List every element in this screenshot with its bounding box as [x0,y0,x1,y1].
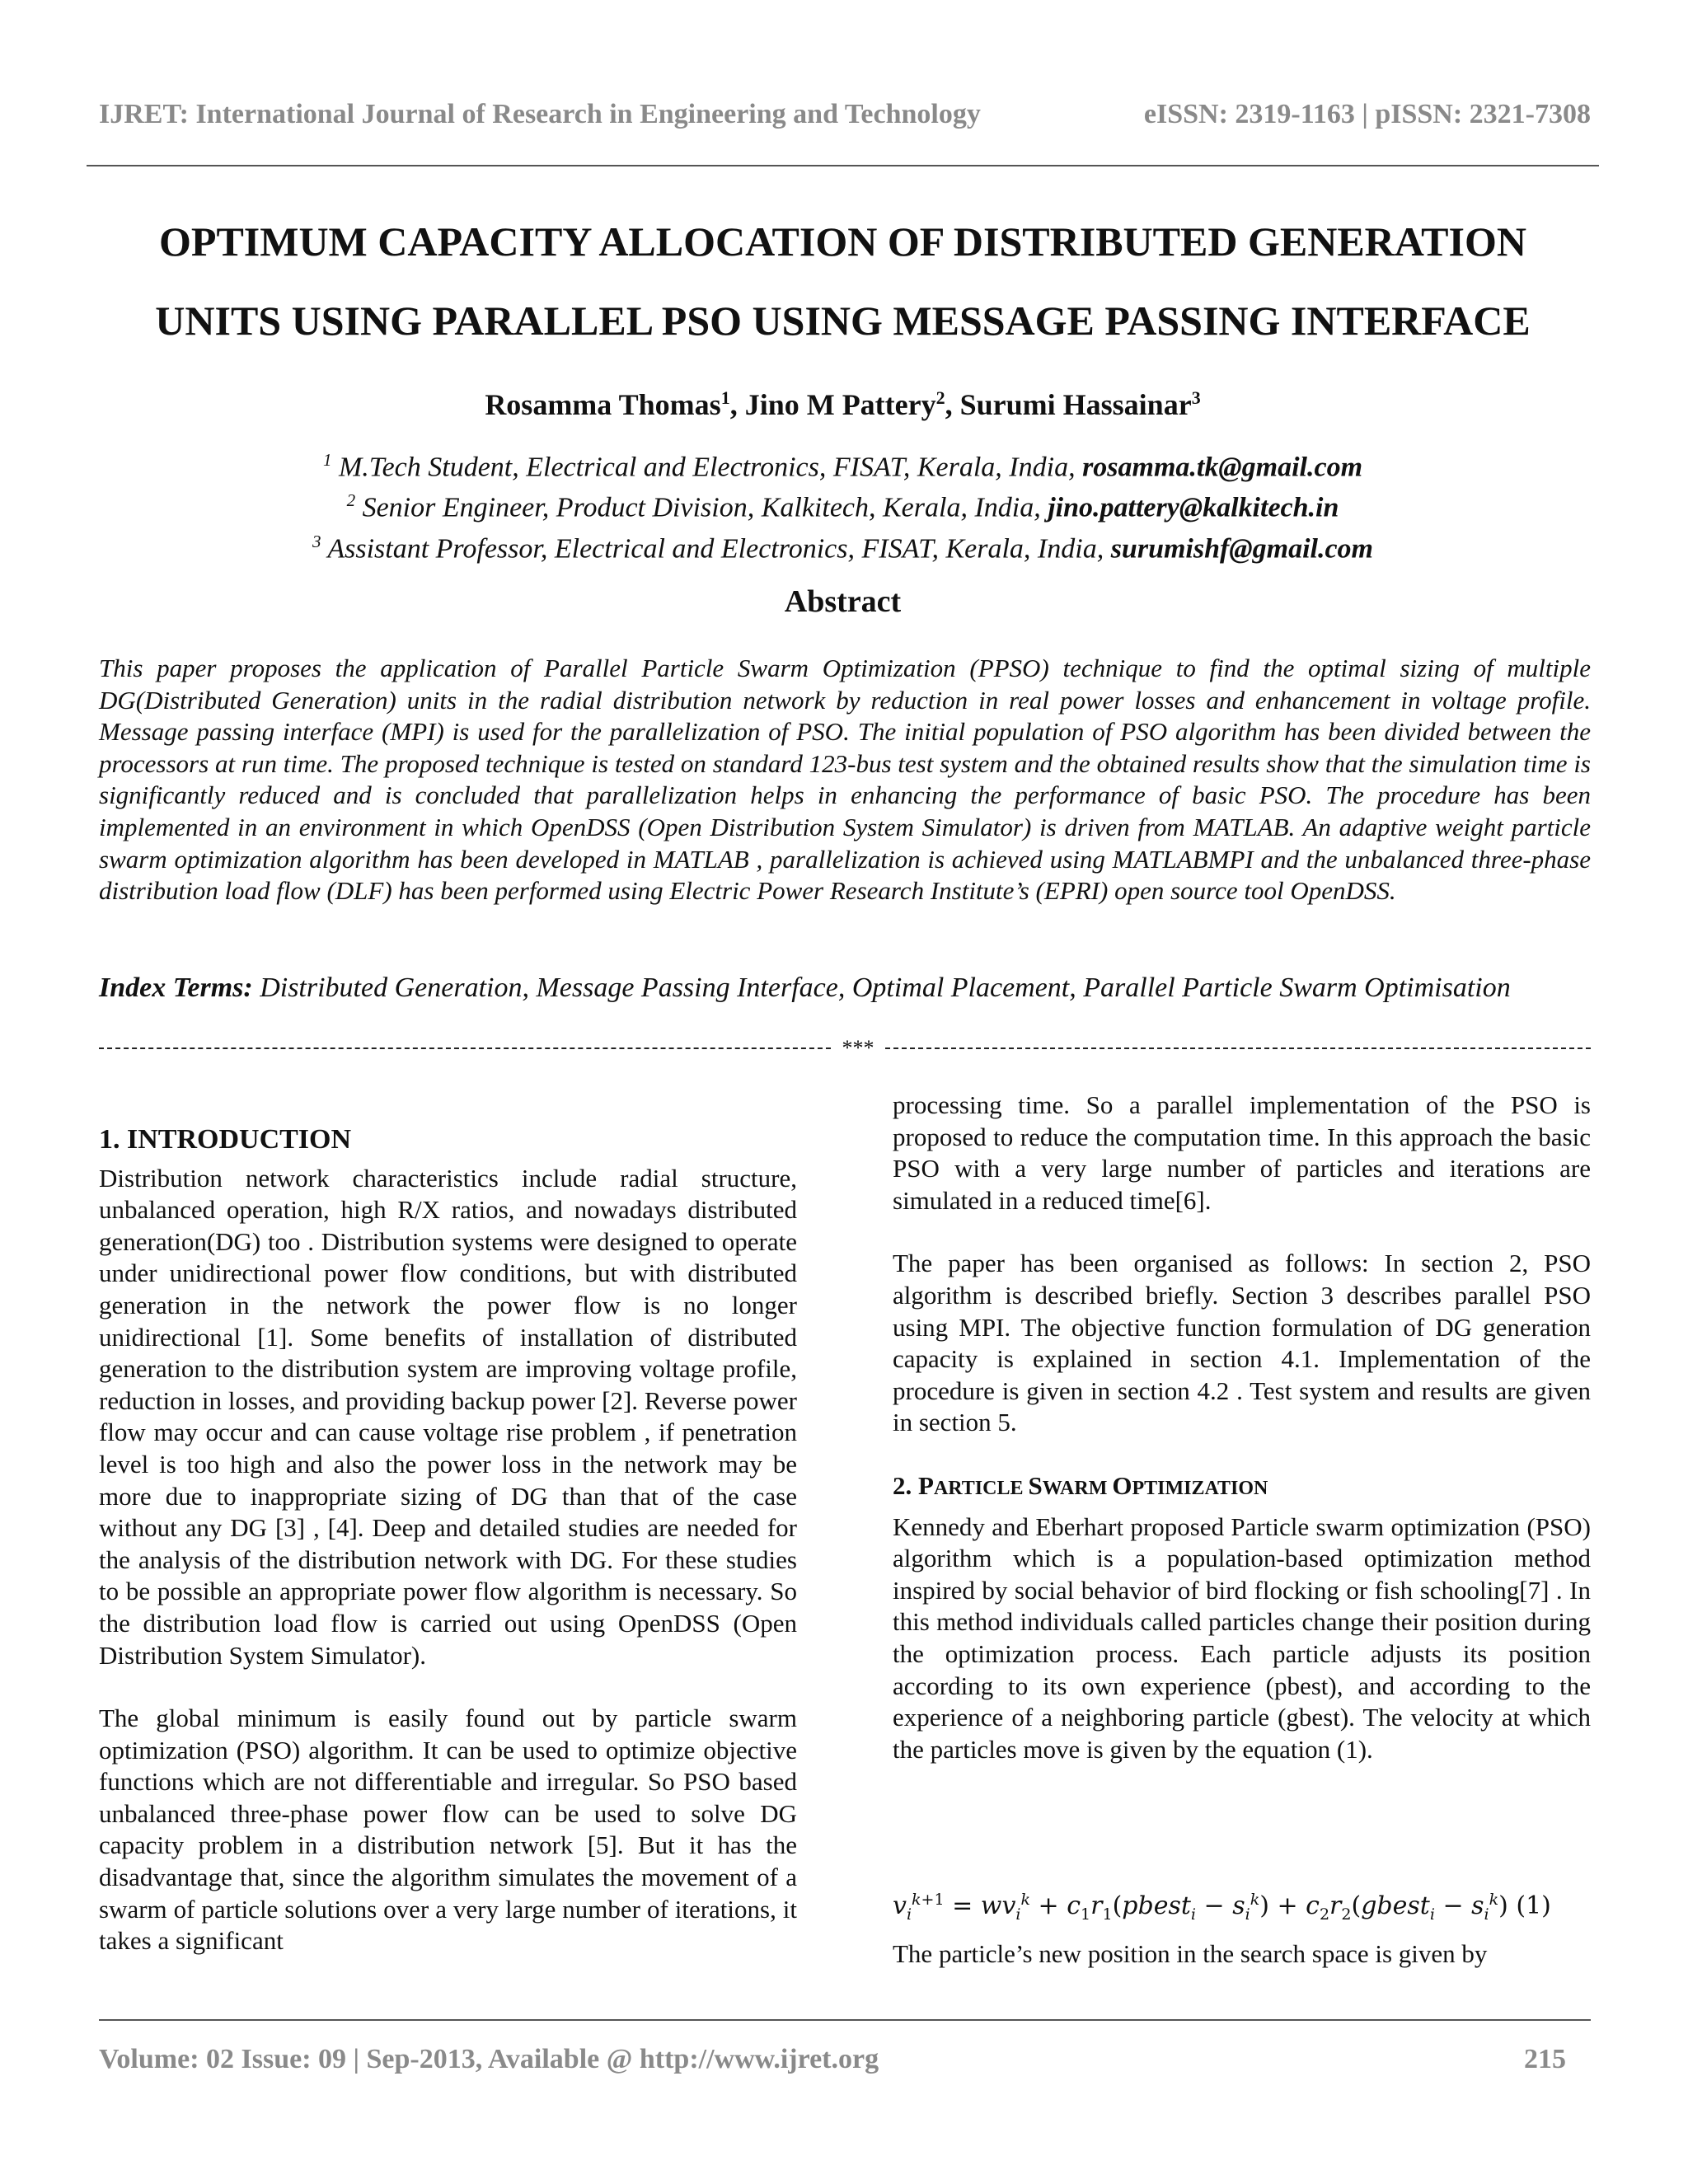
pso-heading-part: O [1112,1470,1132,1500]
volume-info: Volume: 02 Issue: 09 | Sep-2013, Available @ http://www.ijret.org [99,2044,879,2074]
issn-info: eISSN: 2319-1163 | pISSN: 2321-7308 [1143,99,1591,129]
affiliation [87,525,1599,565]
right-column-bottom [893,1938,1591,1971]
author-name: Rosamma Thomas [485,388,721,421]
pso-heading [893,1470,1591,1505]
title-line-2: UNITS USING PARALLEL PSO USING MESSAGE PASSING INTERFACE [155,298,1531,344]
affiliation-mark: 1 [322,450,332,470]
section-separator [99,1037,1591,1060]
pso-heading-part: 2. P [893,1470,934,1500]
affiliation-mark: 2 [346,490,356,511]
author-separator: , [945,388,960,421]
index-terms-label: Index Terms: [99,972,253,1003]
affiliation-text: M.Tech Student, Electrical and Electronics, FISAT, Kerala, India, [331,452,1083,483]
pso-heading-part: ARTICLE [933,1477,1029,1499]
intro-paragraph-1: Distribution network characteristics include radial structure, unbalanced operation, high R/X ratios, and nowadays distributed generation(DG) too . Distribution systems were designed to operate under unidirectional power flow conditions, but with distributed generation in the network the power flow is no longer unidirectional [1]. Some benefits of installation of distributed generation to the distribution system are improving voltage profile, reduction in losses, and providing backup power [2]. Reverse power flow may occur and can cause voltage rise problem , if penetration level is too high and also the power loss in the network may be more due to inappropriate sizing of DG than that of the case without any DG [3] , [4]. Deep and detailed studies are needed for the analysis of the distribution network with DG. For these studies to be possible an appropriate power flow algorithm is necessary. So the distribution load flow is carried out using OpenDSS (Open Distribution System Simulator). [99,1163,797,1670]
header-rule [87,165,1599,166]
author-mark: 1 [720,387,730,408]
affiliation-text: Senior Engineer, Product Division, Kalkitech, Kerala, India, [355,492,1048,523]
author-email[interactable]: jino.pattery@kalkitech.in [1048,492,1339,523]
author-mark: 3 [1191,387,1201,408]
author-name: Jino M Pattery [744,388,936,421]
author-email[interactable]: surumishf@gmail.com [1110,532,1374,564]
intro-paragraph-3: processing time. So a parallel implementation of the PSO is proposed to reduce the computation time. In this approach the basic PSO with a very large number of particles and iterations are simulated in a reduced time[6]. [893,1090,1591,1215]
journal-name: IJRET: International Journal of Research in Engineering and Technology [99,99,981,129]
right-column [893,1090,1591,1765]
velocity-equation: $v_i^{k+1} = wv_i^k$ + $c_1r_1(pbest_i - s_i^k)$ + $c_2r_2(gbest_i - s_i^k)$ (1) [893,1891,1551,1924]
author-list [87,387,1599,422]
page-number: 215 [1524,2044,1566,2074]
index-terms [99,971,1591,1005]
index-terms-text: Distributed Generation, Message Passing Interface, Optimal Placement, Parallel Particle Swarm Optimisation [252,972,1511,1003]
left-column [99,1124,797,1957]
author-email[interactable]: rosamma.tk@gmail.com [1082,452,1363,483]
affiliation-mark: 3 [312,531,321,551]
affiliation-text: Assistant Professor, Electrical and Electronics, FISAT, Kerala, India, [321,532,1111,564]
affiliation [87,443,1599,484]
separator-stars: *** [842,1036,874,1060]
author-separator: , [729,388,745,421]
affiliation-list [87,443,1599,565]
author-name: Surumi Hassainar [959,388,1192,421]
separator-dash-right [885,1047,1591,1049]
author-mark: 2 [935,387,945,408]
pso-heading-part: PTIMIZATION [1132,1477,1268,1499]
paper-title [87,202,1599,360]
pso-heading-part: WARM [1042,1477,1113,1499]
footer-rule [99,2019,1591,2021]
abstract-text: This paper proposes the application of Parallel Particle Swarm Optimization (PPSO) technique to find the optimal sizing of multiple DG(Distributed Generation) units in the radial distribution network by reduction in real power losses and enhancement in voltage profile. Message passing interface (MPI) is used for the parallelization of PSO. The initial population of PSO algorithm has been divided between the processors at run time. The proposed technique is tested on standard 123-bus test system and the obtained results show that the simulation time is significantly reduced and is concluded that parallelization helps in enhancing the performance of basic PSO. The procedure has been implemented in an environment in which OpenDSS (Open Distribution System Simulator) is driven from MATLAB. An adaptive weight particle swarm optimization algorithm has been developed in MATLAB , parallelization is achieved using MATLABMPI and the unbalanced three-phase distribution load flow (DLF) has been performed using Electric Power Research Institute’s (EPRI) open source tool OpenDSS. [99,654,1591,906]
separator-dash-left [99,1047,831,1049]
equation-number: (1) [1516,1891,1551,1920]
pso-paragraph-2: The particle’s new position in the search space is given by [893,1939,1488,1968]
pso-paragraph-1: Kennedy and Eberhart proposed Particle swarm optimization (PSO) algorithm which is a population-based optimization method inspired by social behavior of bird flocking or fish schooling[7] . In this method individuals called particles change their position during the optimization process. Each particle adjusts its position according to its own experience (pbest), and according to the experience of a neighboring particle (gbest). The velocity at which the particles move is given by the equation (1). [893,1511,1591,1764]
intro-paragraph-4: The paper has been organised as follows: In section 2, PSO algorithm is described briefly. Section 3 describes parallel PSO using MPI. The objective function formulation of DG generation capacity is explained in section 4.1. Implementation of the procedure is given in section 4.2 . Test system and results are given in section 5. [893,1249,1591,1437]
intro-paragraph-2: The global minimum is easily found out by particle swarm optimization (PSO) algorithm. It can be used to optimize objective functions which are not differentiable and irregular. So PSO based unbalanced three-phase power flow can be used to solve DG capacity problem in a distribution network [5]. But it has the disadvantage that, since the algorithm simulates the movement of a swarm of particle solutions over a very large number of iterations, it takes a significant [99,1704,797,1956]
affiliation [87,484,1599,524]
pso-heading-part: S [1028,1470,1043,1500]
abstract-heading: Abstract [784,584,902,619]
title-line-1: OPTIMUM CAPACITY ALLOCATION OF DISTRIBUTED GENERATION [159,218,1526,265]
intro-heading: 1. INTRODUCTION [99,1124,352,1155]
